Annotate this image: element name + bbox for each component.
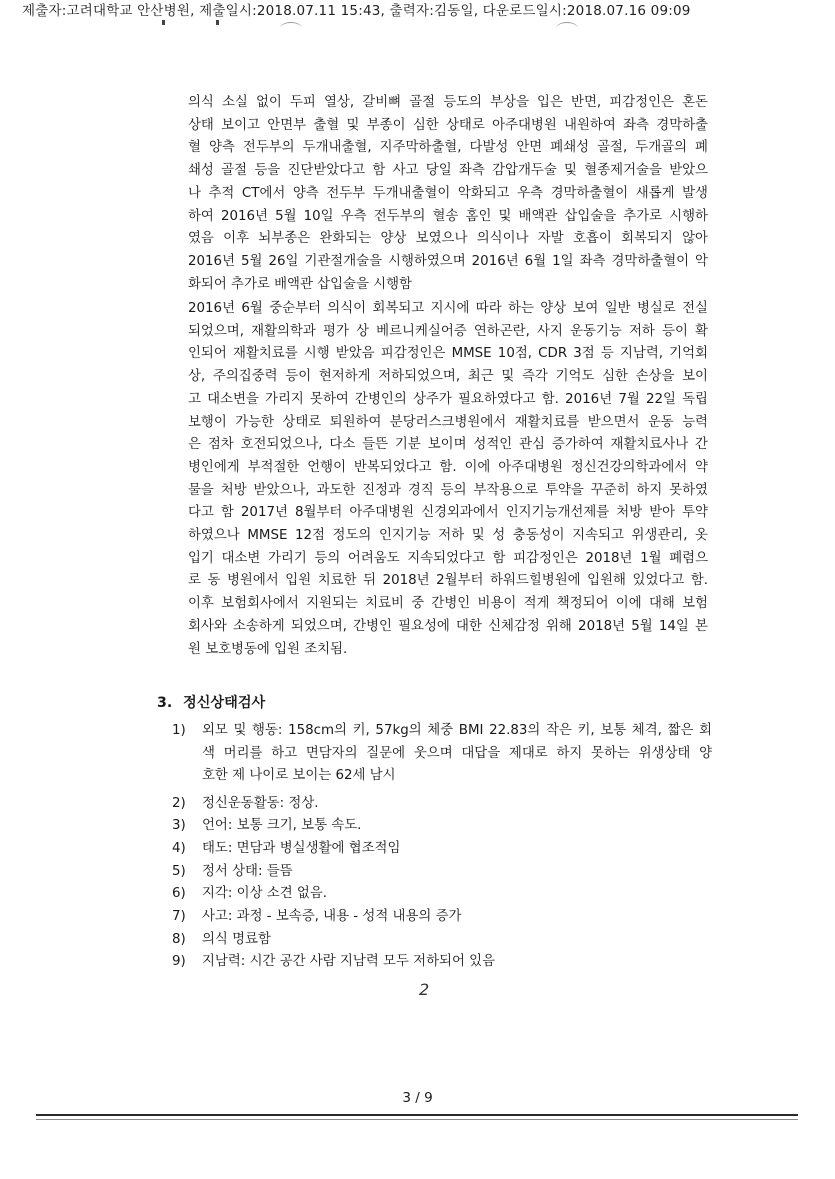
list-item-text bbox=[202, 883, 712, 906]
list-item-line: 언어: 보통 크기, 보통 속도. bbox=[202, 818, 362, 833]
paragraph-line: 로 동 병원에서 입원 치료한 뒤 2018년 2월부터 하워드힐병원에 입원해 있었다고 함. bbox=[188, 573, 708, 589]
list-item-number: 6) bbox=[172, 886, 186, 901]
list-item-line: 태도: 면담과 병실생활에 협조적임 bbox=[202, 841, 401, 856]
paragraph-line: 회사와 소송하게 되었으며, 간병인 필요성에 대한 신체감정 위해 2018년 5월 14일 본 bbox=[188, 618, 708, 634]
page-number: 3 / 9 bbox=[402, 1090, 433, 1106]
list-item-text bbox=[202, 929, 712, 952]
paragraph-line: 되었으며, 재활의학과 평가 상 베르니케실어증 연하곤란, 사지 운동기능 저하 등이 확 bbox=[188, 323, 708, 339]
paragraph-line: 보행이 가능한 상태로 퇴원하여 분당러스크병원에서 재활치료를 받으면서 운동 능력 bbox=[188, 414, 708, 430]
list-item-number: 8) bbox=[172, 932, 186, 947]
paragraph-line: 쇄성 골절 등을 진단받았다고 함 사고 당일 좌측 감압개두술 및 혈종제거술을 받았으 bbox=[188, 163, 708, 179]
list-item-line: 의식 명료함 bbox=[202, 932, 271, 947]
paragraph-line: 의식 소실 없이 두피 열상, 갈비뼈 골절 등도의 부상을 입은 반면, 피감정인은 혼돈 bbox=[188, 95, 708, 110]
list-item-line: 정서 상태: 들뜸 bbox=[202, 864, 293, 879]
paragraph-line: 혈 양측 전두부의 두개내출혈, 지주막하출혈, 다발성 안면 폐쇄성 골절, 두개골의 폐 bbox=[188, 140, 708, 156]
paragraph-line: 고 대소변을 가리지 못하여 간병인의 상주가 필요하였다고 함. 2016년 7월 22일 독립 bbox=[188, 391, 708, 407]
list-item-text bbox=[202, 838, 712, 861]
list-item-number: 2) bbox=[172, 796, 186, 811]
handwritten-mark: 2 bbox=[419, 980, 430, 999]
section-heading bbox=[157, 692, 265, 712]
footer-rule bbox=[36, 1119, 798, 1120]
list-item-line: 지각: 이상 소견 없음. bbox=[202, 886, 328, 901]
case-history-paragraph-1 bbox=[188, 92, 708, 296]
paragraph-line: 화되어 추가로 배액관 삽입술을 시행함 bbox=[188, 276, 412, 292]
paragraph-line: 2016년 5월 26일 기관절개술을 시행하였으며 2016년 6월 1일 좌측 경막하출혈이 악 bbox=[188, 253, 708, 269]
case-history-paragraph-2 bbox=[188, 298, 708, 661]
list-item-number: 4) bbox=[172, 841, 186, 856]
list-item-number: 3) bbox=[172, 818, 186, 833]
paragraph-line: 상, 주의집중력 등이 현저하게 저하되었으며, 최근 및 즉각 기억도 심한 손상을 보이 bbox=[188, 369, 708, 385]
list-item-line: 정신운동활동: 정상. bbox=[202, 796, 319, 811]
paragraph-line: 하였으나 MMSE 12점 정도의 인지기능 저하 및 성 충동성이 지속되고 위생관리, 옷 bbox=[188, 528, 708, 544]
paragraph-line: 병인에게 부적절한 언행이 반복되었다고 함. 이에 아주대병원 정신건강의학과에서 약 bbox=[188, 459, 708, 475]
paragraph-line: 입기 대소변 가리기 등의 어려움도 지속되었다고 함 피감정인은 2018년 1월 폐렴으 bbox=[188, 550, 708, 566]
list-item-number: 7) bbox=[172, 909, 186, 924]
list-item-number: 5) bbox=[172, 864, 186, 879]
list-item-text bbox=[202, 951, 712, 974]
paragraph-line: 은 점차 호전되었으나, 다소 들뜬 기분 보이며 성적인 관심 증가하여 재활치료사나 간 bbox=[188, 437, 708, 453]
list-item-line: 외모 및 행동: 158cm의 키, 57kg의 체중 BMI 22.83의 작은 키, 보통 체격, 짧은 회 bbox=[202, 723, 712, 738]
paragraph-line: 이후 보험회사에서 지원되는 치료비 중 간병인 비용이 적게 책정되어 이에 대해 보험 bbox=[188, 596, 708, 612]
paragraph-line: 원 보호병동에 입원 조치됨. bbox=[188, 641, 348, 657]
list-item-line: 지남력: 시간 공간 사람 지남력 모두 저하되어 있음 bbox=[202, 954, 496, 969]
paragraph-line: 상태 보이고 안면부 출혈 및 부종이 심한 상태로 아주대병원 내원하여 좌측 경막하출 bbox=[188, 117, 708, 133]
paragraph-line: 였음 이후 뇌부종은 완화되는 양상 보였으나 의식이나 자발 호흡이 회복되지 않아 bbox=[188, 231, 708, 247]
paragraph-line: 인되어 재활치료를 시행 받았음 피감정인은 MMSE 10점, CDR 3점 등 지남력, 기억회 bbox=[188, 346, 708, 362]
paragraph-line: 나 추적 CT에서 양측 전두부 두개내출혈이 악화되고 우측 경막하출혈이 새롭게 발생 bbox=[188, 185, 708, 201]
paragraph-line: 다고 함 2017년 8월부터 아주대병원 신경외과에서 인지기능개선제를 처방 받아 투약 bbox=[188, 505, 708, 521]
list-item-line: 색 머리를 하고 면담자의 질문에 웃으며 대답을 제대로 하지 못하는 위생상태 양 bbox=[202, 745, 712, 761]
list-item-text bbox=[202, 793, 712, 816]
list-item-text bbox=[202, 720, 712, 788]
paragraph-line: 물을 처방 받았으나, 과도한 진정과 경직 등의 부작용으로 투약을 꾸준히 하지 못하였 bbox=[188, 482, 708, 498]
list-item-text bbox=[202, 815, 712, 838]
footer-rule bbox=[36, 1114, 798, 1116]
punch-hole-mark bbox=[280, 22, 302, 35]
section-number: 3. bbox=[157, 695, 173, 711]
paragraph-line: 2016년 6월 중순부터 의식이 회복되고 지시에 따라 하는 양상 보여 일반 병실로 전실 bbox=[188, 301, 708, 316]
list-item-line: 사고: 과정 - 보속증, 내용 - 성적 내용의 증가 bbox=[202, 909, 462, 924]
list-item-line: 호한 제 나이로 보이는 62세 남시 bbox=[202, 768, 396, 783]
section-title: 정신상태검사 bbox=[183, 695, 266, 711]
scan-tick-mark bbox=[216, 20, 219, 25]
paragraph-line: 하여 2016년 5월 10일 우측 전두부의 혈송 홈인 및 배액관 삽입술을 추가로 시행하 bbox=[188, 208, 708, 224]
document-header-stamp: 제출자:고려대학교 안산병원, 제출일시:2018.07.11 15:43, 출력자:김동일, 다운로드일시:2018.07.16 09:09 bbox=[22, 3, 691, 19]
punch-hole-mark bbox=[556, 22, 578, 35]
list-item-number: 1) bbox=[172, 723, 186, 738]
list-item-text bbox=[202, 861, 712, 884]
list-item-number: 9) bbox=[172, 954, 186, 969]
scan-tick-mark bbox=[162, 20, 165, 25]
list-item-text bbox=[202, 906, 712, 929]
